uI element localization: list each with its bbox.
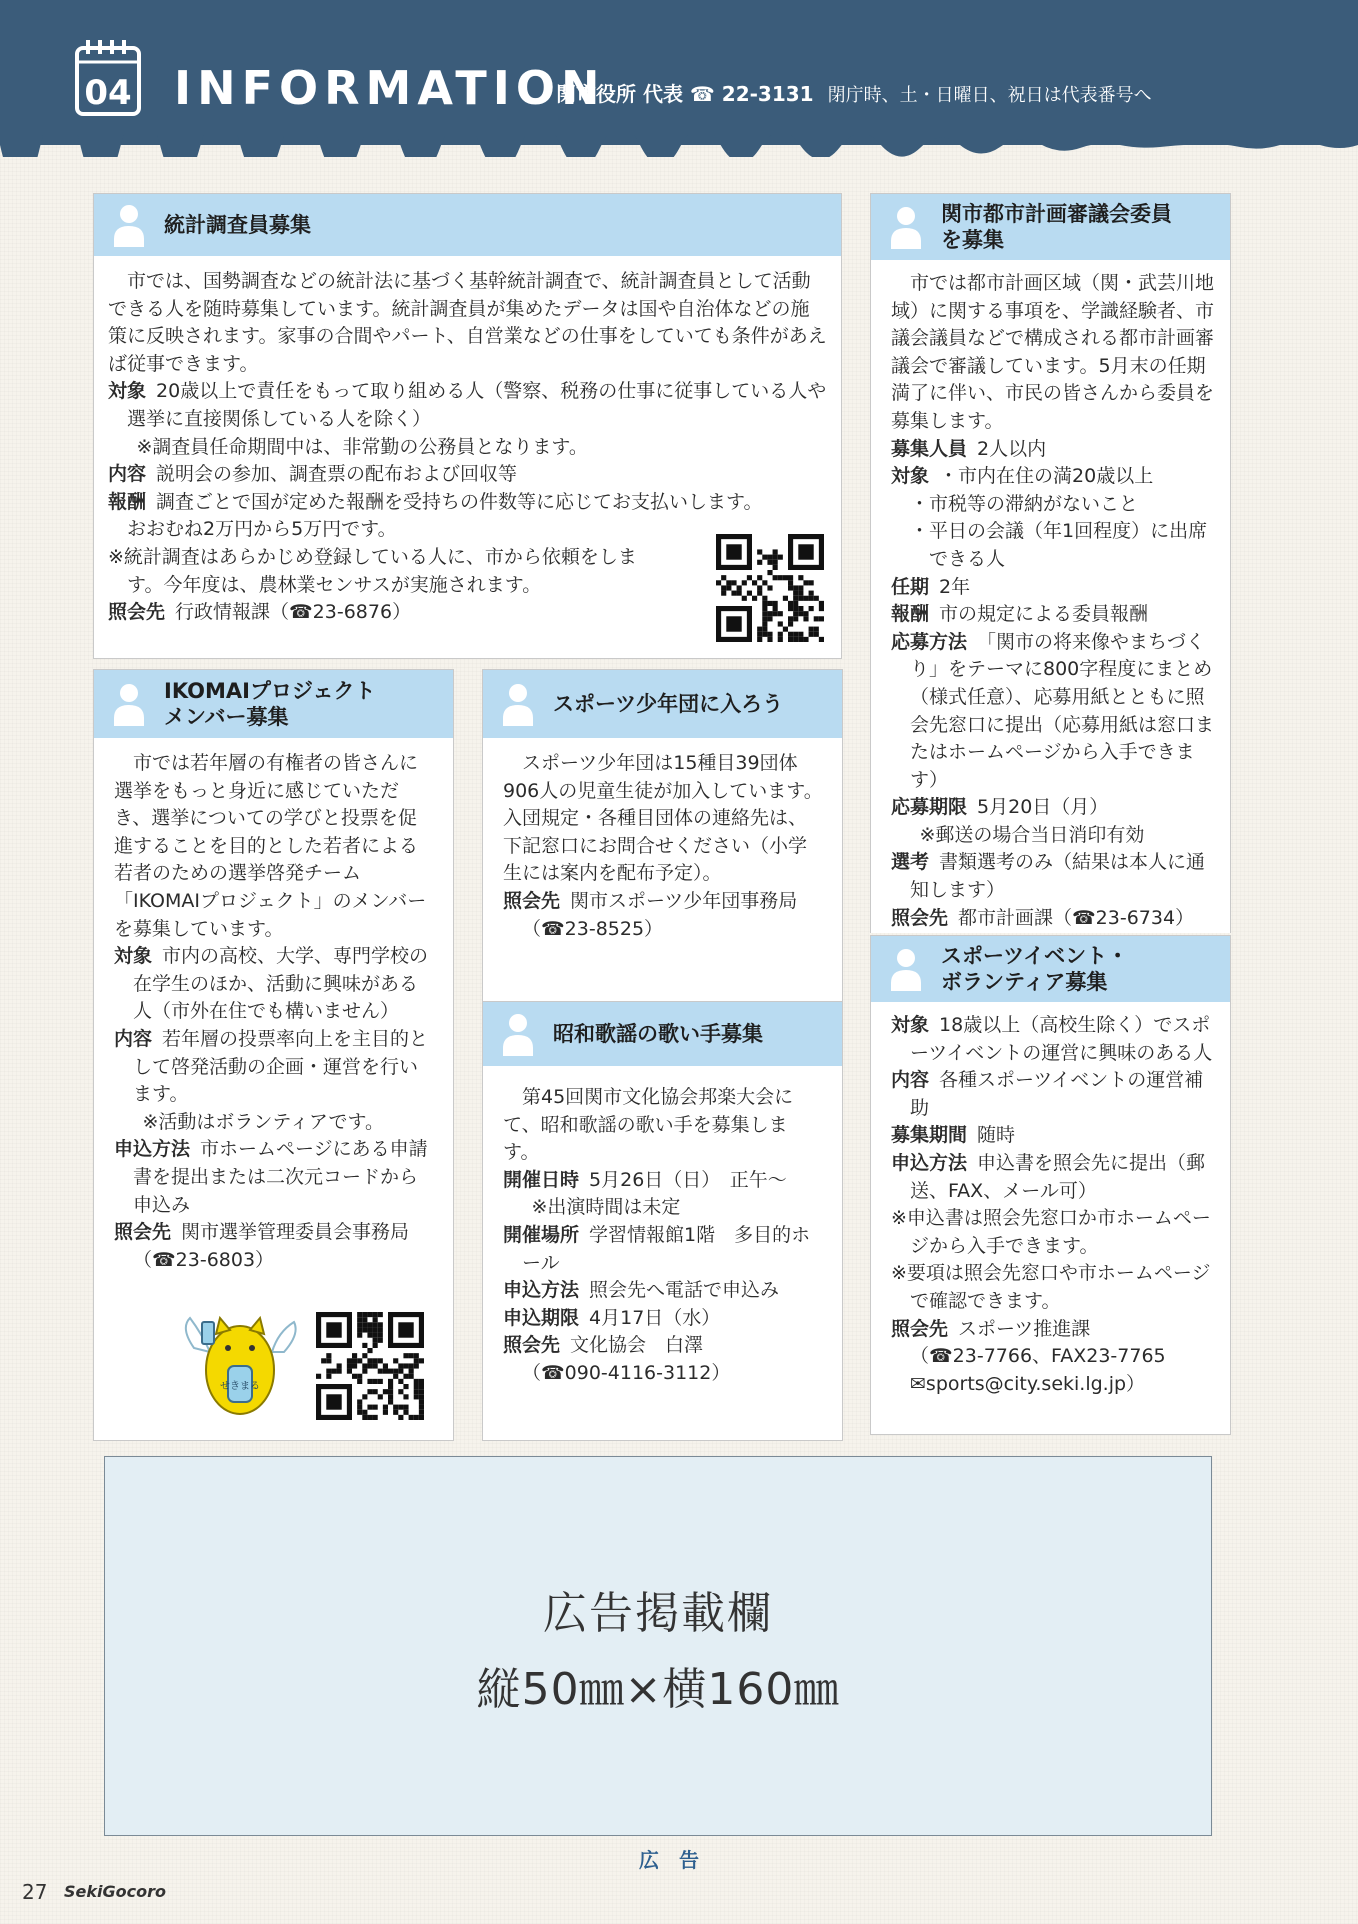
brand-logo: SekiGocoro [64, 1882, 166, 1901]
card-showa-deadline: 申込期限 4月17日（水） [503, 1306, 721, 1329]
card-toshi-target: 対象 ・市内在住の満20歳以上 [891, 465, 1154, 488]
card-showa [482, 1001, 843, 1441]
card-showa-date-note: ※出演時間は未定 [531, 1196, 681, 1219]
card-tokei-reward-note: おおむね2万円から5万円です。 [127, 518, 397, 541]
card-sports-event-note-2: ※要項は照会先窓口や市ホームページで確認できます。 [891, 1262, 1211, 1312]
header-contact [556, 80, 1152, 110]
card-showa-contact: 照会先 文化協会 白澤 [503, 1334, 704, 1357]
card-ikomai-contact: 照会先 関市選挙管理委員会事務局（☎23-6803） [114, 1221, 410, 1271]
ad-placeholder [104, 1456, 1212, 1836]
card-tokei-contact: 照会先 行政情報課（☎23-6876） [108, 601, 412, 624]
card-ikomai-head [94, 670, 453, 738]
card-toshi-select: 選考 書類選考のみ（結果は本人に通知します） [891, 851, 1206, 902]
card-ikomai-intro: 市では若年層の有権者の皆さんに選挙をもっと身近に感じていただき、選挙についての学びと投票を促進することを目的とした若者による若者のための選挙啓発チーム「IKOMAIプロジェクト」のメンバーを募集しています。 [114, 752, 427, 940]
header-contact-number: 関市役所 代表 ☎ 22-3131 [556, 82, 814, 106]
card-toshi-reward: 報酬 市の規定による委員報酬 [891, 603, 1149, 626]
card-sports-youth-head [483, 670, 842, 738]
card-showa-title: 昭和歌謡の歌い手募集 [553, 1022, 763, 1046]
mascot-badge-text: せきまる [220, 1381, 260, 1392]
card-tokei-intro: 市では、国勢調査などの統計法に基づく基幹統計調査で、統計調査員として活動できる人を随時募集しています。統計調査員が集めたデータは国や自治体などの施策に反映されます。家事の合間やパート、自営業などの仕事をしていても条件があえば従事できます。 [108, 270, 827, 375]
card-showa-apply: 申込方法 照会先へ電話で申込み [503, 1279, 780, 1302]
card-toshi-intro: 市では都市計画区域（関・武芸川地域）に関する事項を、学識経験者、市議会議員などで構成される都市計画審議会で審議しています。5月末の任期満了に伴い、市民の皆さんから委員を募集します。 [891, 272, 1215, 432]
calendar-icon [74, 38, 142, 118]
ad-size: 縦50㎜×横160㎜ [476, 1664, 840, 1715]
card-toshi-num: 募集人員 2人以内 [891, 437, 1047, 460]
card-sports-youth-contact: 照会先 関市スポーツ少年団事務局（☎23-8525） [503, 889, 798, 940]
card-showa-contact-tel: （☎090-4116-3112） [522, 1361, 731, 1384]
person-icon [112, 203, 146, 247]
card-toshi-contact: 照会先 都市計画課（☎23-6734） [891, 906, 1195, 929]
card-ikomai-title: IKOMAIプロジェクト メンバー募集 [164, 679, 376, 729]
header-wave-edge [0, 135, 1358, 157]
card-showa-intro: 第45回関市文化協会邦楽大会にて、昭和歌謡の歌い手を募集します。 [503, 1086, 794, 1164]
card-ikomai-content-note: ※活動はボランティアです。 [142, 1110, 384, 1133]
card-tokei-head [94, 194, 841, 256]
qr-code-ikomai[interactable] [316, 1312, 424, 1420]
card-sports-youth-intro: スポーツ少年団は15種目39団体906人の児童生徒が加入しています。入団規定・各種目団体の連絡先は、下記窓口にお問合せください（小学生には案内を配布予定）。 [503, 752, 823, 885]
card-sports-event-target: 対象 18歳以上（高校生除く）でスポーツイベントの運営に興味のある人 [891, 1014, 1213, 1064]
page-title: INFORMATION [174, 61, 606, 115]
card-tokei-title: 統計調査員募集 [164, 213, 311, 237]
card-toshi-head [871, 194, 1230, 260]
card-sports-event-content: 内容 各種スポーツイベントの運営補助 [891, 1069, 1204, 1119]
card-toshi-apply: 応募方法 「関市の将来像やまちづくり」をテーマに800字程度にまとめ（様式任意）、応募用紙とともに照会先窓口に提出（応募用紙は窓口またはホームページから入手できます） [891, 630, 1215, 791]
card-sports-event-contact-tel: （☎23-7766、FAX23-7765 [910, 1345, 1166, 1368]
card-tokei [93, 193, 842, 659]
card-sports-youth-title: スポーツ少年団に入ろう [553, 692, 784, 716]
card-toshi-target-3: ・平日の会議（年1回程度）に出席できる人 [910, 520, 1208, 570]
issue-number: 04 [84, 73, 132, 113]
person-icon [889, 947, 923, 991]
person-icon [889, 205, 923, 249]
ad-title: 広告掲載欄 [543, 1588, 773, 1639]
card-toshi-term: 任期 2年 [891, 575, 971, 598]
header-note: 閉庁時、土・日曜日、祝日は代表番号へ [827, 85, 1152, 106]
card-toshi-period-note: ※郵送の場合当日消印有効 [919, 823, 1145, 846]
card-tokei-target-note: ※調査員任命期間中は、非常勤の公務員となります。 [136, 435, 588, 458]
card-tokei-reward: 報酬 調査ごとで国が定めた報酬を受持ちの件数等に応じてお支払いします。 [108, 490, 763, 513]
person-icon [112, 682, 146, 726]
qr-code-tokei[interactable] [716, 534, 824, 642]
card-ikomai-content: 内容 若年層の投票率向上を主目的として啓発活動の企画・運営を行います。 [114, 1027, 429, 1106]
person-icon [501, 682, 535, 726]
card-sports-event-contact-mail[interactable]: ✉sports@city.seki.lg.jp） [910, 1372, 1146, 1395]
card-toshi-period: 応募期限 5月20日（月） [891, 796, 1109, 819]
card-sports-event-note-1: ※申込書は照会先窓口か市ホームページから入手できます。 [891, 1207, 1211, 1257]
card-sports-event-period: 募集期間 随時 [891, 1124, 1016, 1147]
card-ikomai [93, 669, 454, 1441]
card-sports-event [870, 935, 1231, 1435]
card-sports-event-title: スポーツイベント・ ボランティア募集 [941, 944, 1129, 994]
card-toshi-title: 関市都市計画審議会委員 を募集 [941, 202, 1172, 252]
card-sports-event-apply: 申込方法 申込書を照会先に提出（郵送、FAX、メール可） [891, 1151, 1206, 1202]
mascot-image [180, 1308, 300, 1424]
person-icon [501, 1012, 535, 1056]
card-sports-event-head [871, 936, 1230, 1002]
card-toshi-target-2: ・市税等の滞納がないこと [910, 492, 1139, 515]
card-ikomai-target: 対象 市内の高校、大学、専門学校の在学生のほか、活動に興味がある人（市外在住でも構いません） [114, 945, 429, 1023]
page-number: 27 [22, 1880, 48, 1904]
card-toshi [870, 193, 1231, 933]
card-sports-event-contact: 照会先 スポーツ推進課 [891, 1317, 1091, 1340]
card-showa-date: 開催日時 5月26日（日） 正午～ [503, 1168, 787, 1191]
card-showa-place: 開催場所 学習情報館1階 多目的ホール [503, 1223, 811, 1274]
page-header [0, 0, 1358, 145]
ad-label: 広告 [639, 1848, 719, 1872]
card-tokei-target: 対象 20歳以上で責任をもって取り組める人（警察、税務の仕事に従事している人や選挙に直接関係している人を除く） [108, 380, 827, 430]
card-sports-youth [482, 669, 843, 1005]
card-tokei-content: 内容 説明会の参加、調査票の配布および回収等 [108, 463, 518, 486]
card-ikomai-apply: 申込方法 市ホームページにある申請書を提出または二次元コードから申込み [114, 1138, 428, 1216]
card-tokei-note: ※統計調査はあらかじめ登録している人に、市から依頼をします。今年度は、農林業センサスが実施されます。 [108, 545, 637, 596]
card-showa-head [483, 1002, 842, 1066]
